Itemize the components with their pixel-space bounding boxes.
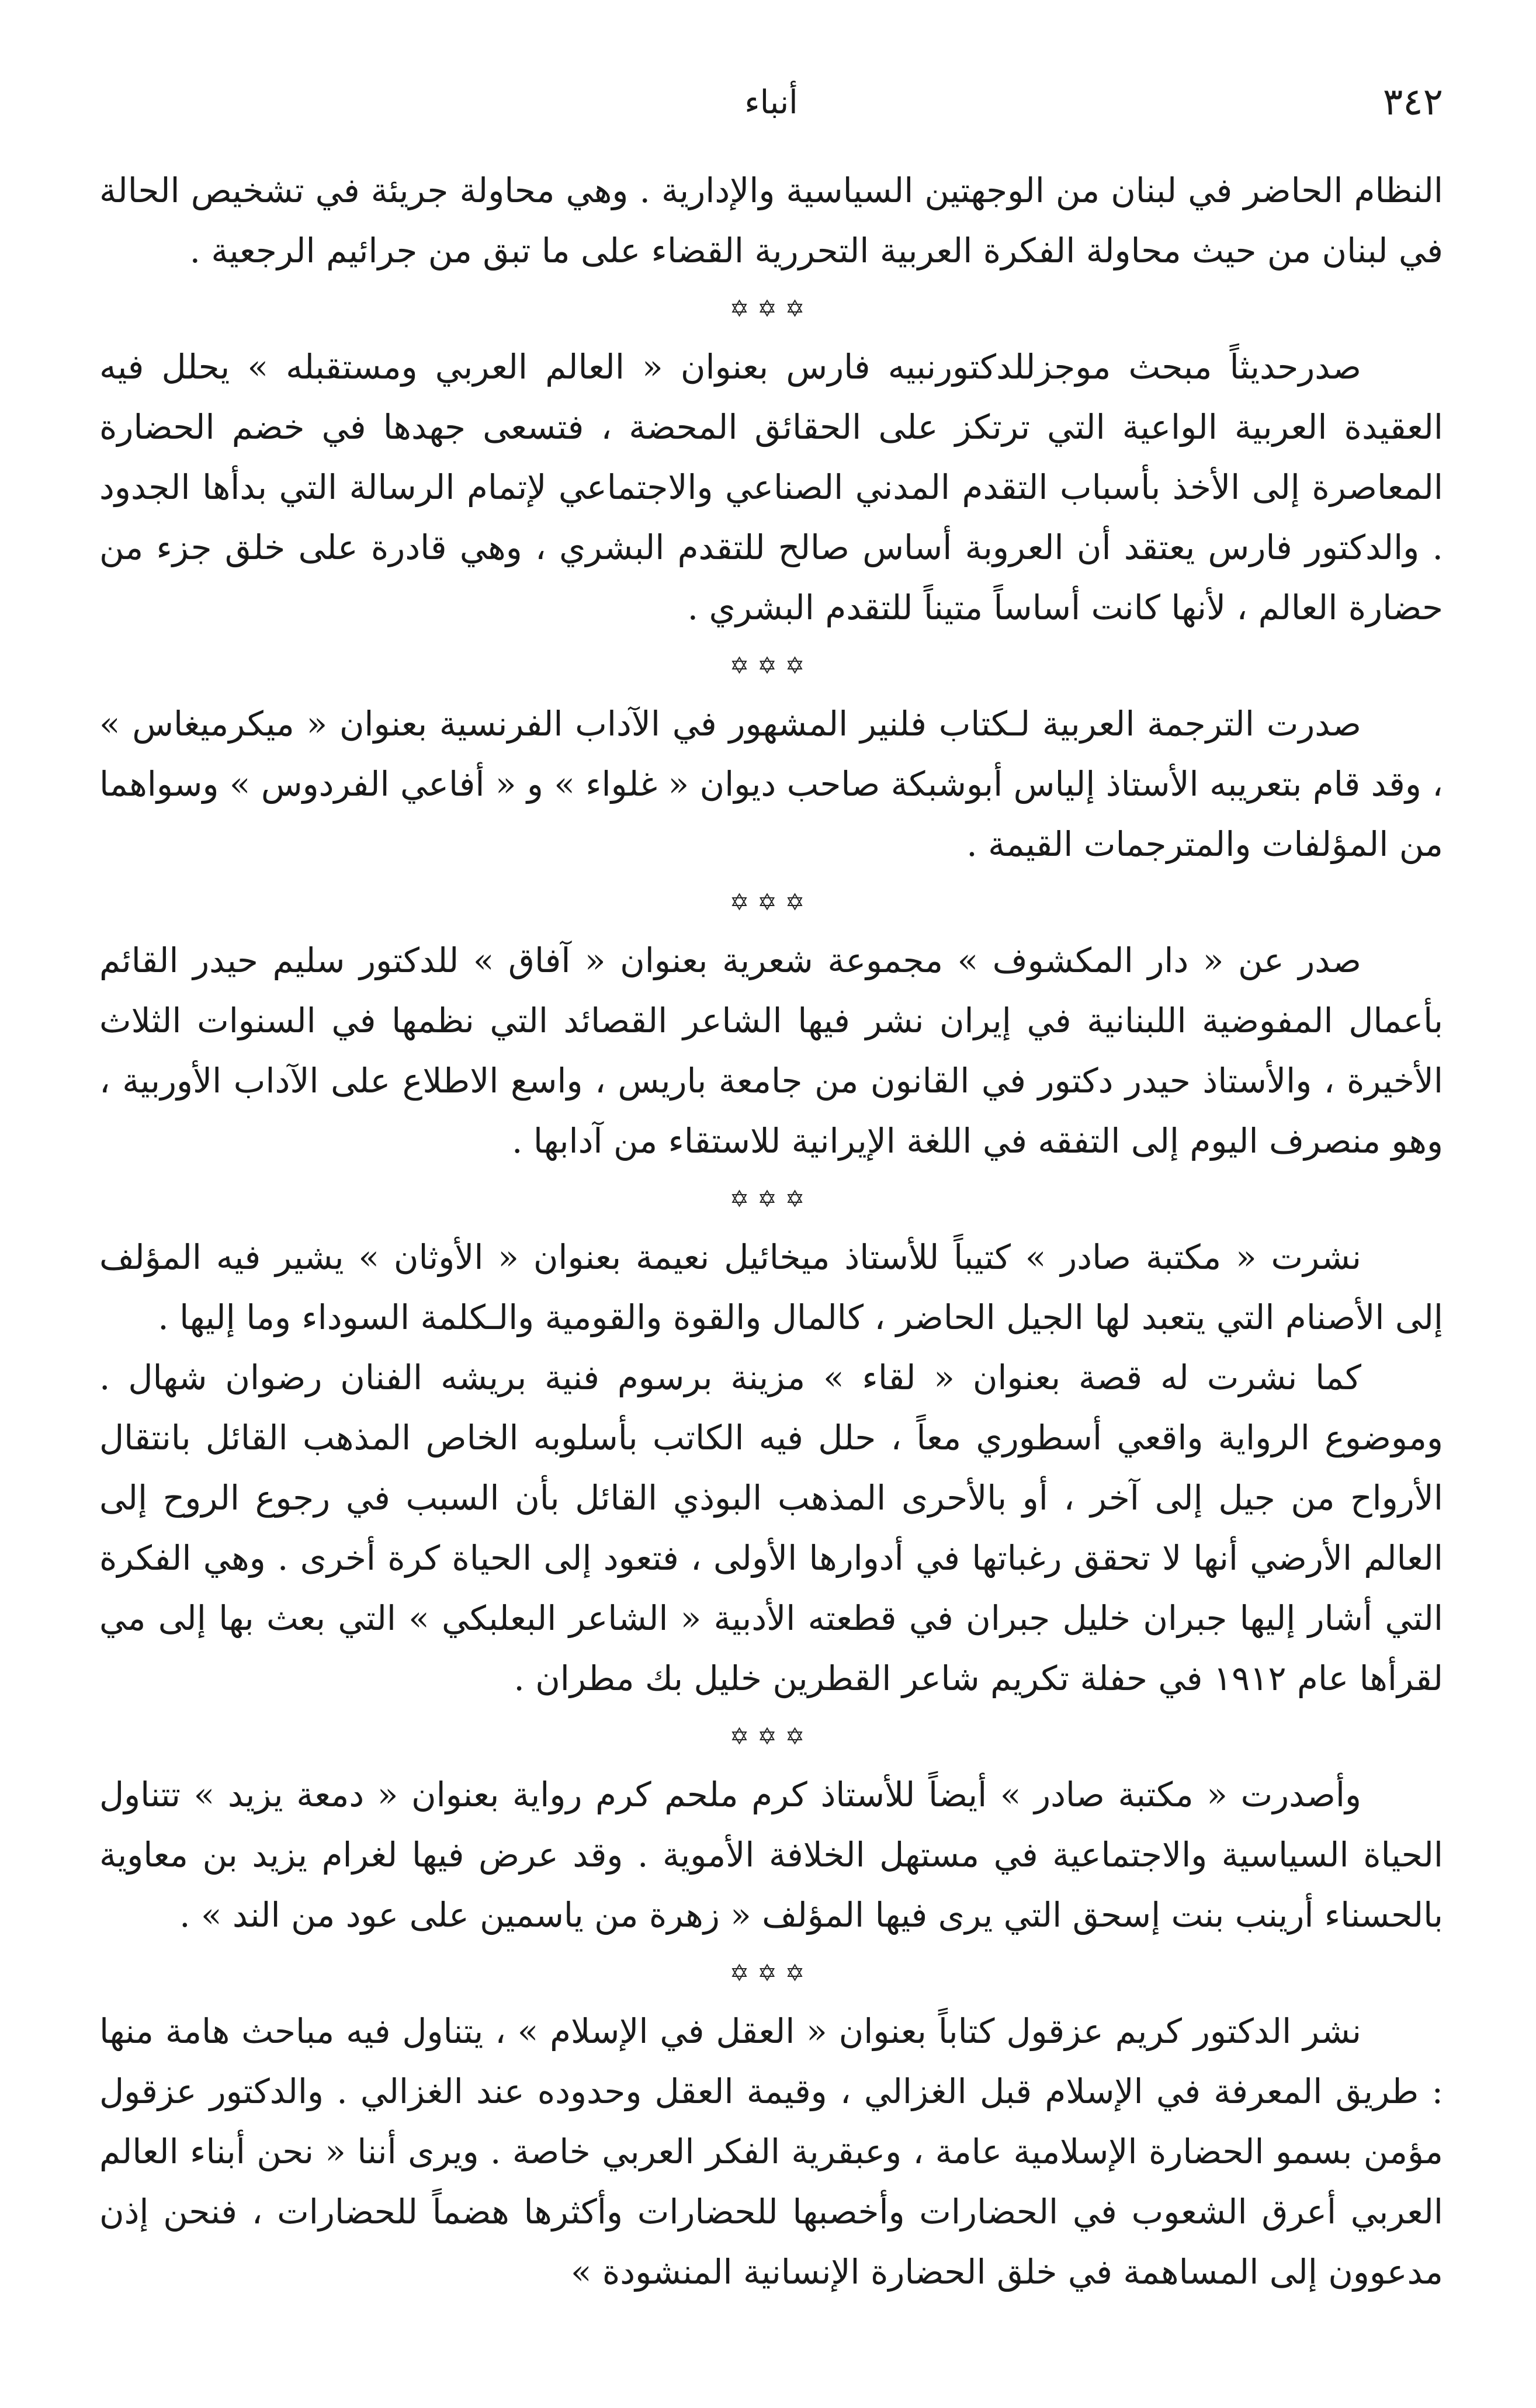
paragraph: صدرحديثاً مبحث موجزللدكتورنبيه فارس بعنوان « العالم العربي ومستقبله » يحلل فيه العقيدة العربية الواعية التي ترتكز على الحقائق المحضة ، فتسعى جهدها في خضم الحضارة المعاصرة إلى الأخذ بأسباب التقدم المدني الصناعي والاجتماعي لإتمام الرسالة التي بدأها الجدود . والدكتور فارس يعتقد أن العروبة أساس صالح للتقدم البشري ، وهي قادرة على خلق جزء من حضارة العالم ، لأنها كانت أساساً متيناً للتقدم البشري . [99, 347, 1443, 627]
page-header [99, 70, 1443, 134]
section-separator: ✡✡✡ [729, 653, 813, 679]
section-separator: ✡✡✡ [729, 296, 813, 322]
paragraph: نشر الدكتور كريم عزقول كتاباً بعنوان « العقل في الإسلام » ، يتناول فيه مباحث هامة منها : طريق المعرفة في الإسلام قبل الغزالي ، وقيمة العقل وحدوده عند الغزالي . والدكتور عزقول مؤمن بسمو الحضارة الإسلامية عامة ، وعبقرية الفكر العربي خاصة . ويرى أننا « نحن أبناء العالم العربي أعرق الشعوب في الحضارات وأخصبها للحضارات وأكثرها هضماً للحضارات ، فنحن إذن مدعوون إلى المساهمة في خلق الحضارة الإنسانية المنشودة » [99, 2011, 1443, 2292]
paragraph: كما نشرت له قصة بعنوان « لقاء » مزينة برسوم فنية بريشه الفنان رضوان شهال . وموضوع الرواية واقعي أسطوري معاً ، حلل فيه الكاتب بأسلوبه الخاص المذهب القائل بانتقال الأرواح من جيل إلى آخر ، أو بالأحرى المذهب البوذي القائل بأن السبب في رجوع الروح إلى العالم الأرضي أنها لا تحقق رغباتها في أدوارها الأولى ، فتعود إلى الحياة كرة أخرى . وهي الفكرة التي أشار إليها جبران خليل جبران في قطعته الأدبية « الشاعر البعلبكي » التي بعث بها إلى مي لقرأها عام ١٩١٢ في حفلة تكريم شاعر القطرين خليل بك مطران . [99, 1358, 1443, 1698]
paragraph: صدر عن « دار المكشوف » مجموعة شعرية بعنوان « آفاق » للدكتور سليم حيدر القائم بأعمال المفوضية اللبنانية في إيران نشر فيها الشاعر القصائد التي نظمها في السنوات الثلاث الأخيرة ، والأستاذ حيدر دكتور في القانون من جامعة باريس ، واسع الاطلاع على الآداب الأوربية ، وهو منصرف اليوم إلى التفقه في اللغة الإيرانية للاستقاء من آدابها . [99, 941, 1443, 1161]
running-title: أنباء [744, 83, 798, 122]
paragraph: وأصدرت « مكتبة صادر » أيضاً للأستاذ كرم ملحم كرم رواية بعنوان « دمعة يزيد » تتناول الحياة السياسية والاجتماعية في مستهل الخلافة الأموية . وقد عرض فيها لغرام يزيد بن معاوية بالحسناء أرينب بنت إسحق التي يرى فيها المؤلف « زهرة من ياسمين على عود من الند » . [99, 1775, 1443, 1935]
book-page [99, 70, 1443, 2348]
section-separator: ✡✡✡ [729, 1723, 813, 1750]
paragraph: نشرت « مكتبة صادر » كتيباً للأستاذ ميخائيل نعيمة بعنوان « الأوثان » يشير فيه المؤلف إلى الأصنام التي يتعبد لها الجيل الحاضر ، كالمال والقوة والقومية والـكلمة السوداء وما إليها . [99, 1237, 1443, 1337]
section-separator: ✡✡✡ [729, 1186, 813, 1213]
section-separator: ✡✡✡ [729, 1960, 813, 1987]
article-body [99, 161, 1443, 2302]
section-separator: ✡✡✡ [729, 889, 813, 916]
page-number: ٣٤٢ [1382, 81, 1443, 124]
paragraph: النظام الحاضر في لبنان من الوجهتين السياسية والإدارية . وهي محاولة جريئة في تشخيص الحالة في لبنان من حيث محاولة الفكرة العربية التحررية القضاء على ما تبق من جرائيم الرجعية . [99, 171, 1443, 270]
paragraph: صدرت الترجمة العربية لـكتاب فلنير المشهور في الآداب الفرنسية بعنوان « ميكرميغاس » ، وقد قام بتعريبه الأستاذ إلياس أبوشبكة صاحب ديوان « غلواء » و « أفاعي الفردوس » وسواهما من المؤلفات والمترجمات القيمة . [99, 704, 1443, 864]
